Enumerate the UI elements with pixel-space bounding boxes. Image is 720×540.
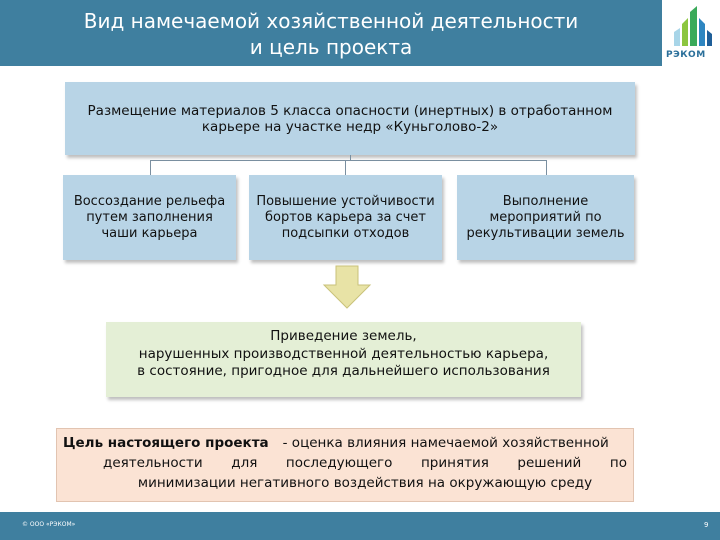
goal-word: принятия bbox=[420, 455, 489, 471]
logo-text: РЭКОМ bbox=[666, 50, 706, 60]
title-line-1: Вид намечаемой хозяйственной деятельности bbox=[83, 9, 579, 33]
sub-box-stability: Повышение устойчивости бортов карьера за счет подсыпки отходов bbox=[249, 175, 442, 260]
connector-right bbox=[546, 160, 547, 175]
goal-line-3-text: минимизации негативного воздействия на окружающую среду bbox=[137, 475, 593, 491]
result-line-2: нарушенных производственной деятельностью карьера, bbox=[138, 345, 549, 362]
sub-box-recultivation: Выполнение мероприятий по рекультивации земель bbox=[457, 175, 634, 260]
sub-box-relief: Воссоздание рельефа путем заполнения чаши карьера bbox=[63, 175, 236, 260]
result-line-1: Приведение земель, bbox=[270, 328, 417, 344]
goal-word: последующего bbox=[285, 455, 393, 471]
connector-left bbox=[150, 160, 151, 175]
footer-bar bbox=[0, 512, 720, 540]
top-box: Размещение материалов 5 класса опасности (инертных) в отработанном карьере на участке недр «Куньголово-2» bbox=[65, 82, 635, 155]
goal-word: по bbox=[609, 455, 627, 471]
goal-box bbox=[56, 428, 634, 502]
goal-title: Цель настоящего проекта bbox=[63, 435, 269, 451]
header-bar bbox=[0, 0, 662, 66]
goal-line-1-rest: - оценка влияния намечаемой хозяйственной bbox=[282, 435, 609, 451]
title-line-2: и цель проекта bbox=[249, 35, 413, 59]
goal-word: деятельности bbox=[103, 455, 203, 471]
page-number: 9 bbox=[704, 521, 709, 529]
goal-word: решений bbox=[517, 455, 582, 471]
down-arrow-icon bbox=[322, 265, 372, 310]
connector-middle bbox=[345, 160, 346, 175]
goal-line-2 bbox=[63, 453, 627, 473]
page-title bbox=[0, 8, 662, 60]
goal-line-1 bbox=[63, 433, 627, 453]
result-box bbox=[106, 322, 581, 397]
goal-line-3 bbox=[63, 473, 627, 493]
goal-word: для bbox=[231, 455, 258, 471]
footer-copyright: © ООО «РЭКОМ» bbox=[22, 521, 76, 528]
connector-horizontal bbox=[150, 160, 546, 161]
result-line-3: в состояние, пригодное для дальнейшего использования bbox=[137, 363, 550, 379]
